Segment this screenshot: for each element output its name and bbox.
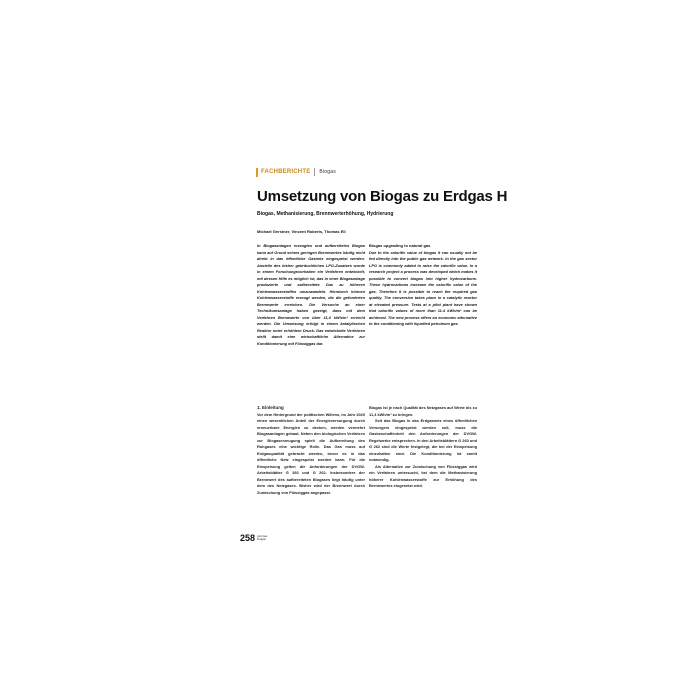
header-topic-label: Biogas — [319, 169, 336, 175]
abstract-english — [369, 243, 477, 328]
body-paragraph: Als Alternative zur Zumischung von Flüssiggas wird ein Verfahren untersucht, bei dem die Methanisierung höherer Kohlenwasserstoffe zur Erhöhung des Brennwertes eingesetzt wird. — [369, 463, 477, 488]
journal-name — [257, 534, 267, 542]
body-paragraph: Seit das Biogas in das Erdgasnetz eines öffentlichen Versorgers eingespeist werden soll, muss die Gasbeschaffenheit den Anforderungen der DVGW-Regelwerke entsprechen. In den Arbeitsblättern G 260 und G 262 sind die Werte festgelegt, die bei der Einspeisung einzuhalten sind. Die Konditionierung ist somit notwendig. — [369, 418, 477, 462]
page-footer — [240, 534, 267, 543]
body-paragraph: Biogas ist je nach Qualität des Netzgases auf Werte bis zu 11,4 kWh/m³ zu bringen. — [369, 405, 477, 417]
section-header — [256, 166, 451, 178]
header-divider — [314, 168, 315, 176]
abstract-english-text: Due to the calorific value of biogas it can usually not be fed directly into the public gas network. In the gas sector LPG is commonly added to raise the calorific value. In a research project a process was developed which makes it possible to convert biogas into higher hydrocarbons. These hydrocarbons increase the calorific value of the gas. Therefore it is possible to reach the required gas quality. The conversion takes place in a catalytic reactor at elevated pressure. Tests at a pilot plant have shown that calorific values of more than 11.4 kWh/m³ can be achieved. The new process offers an economic alternative to the conditioning with liquefied petroleum gas. — [369, 249, 477, 326]
journal-line: Erdgas — [257, 537, 266, 542]
body-column-right — [369, 405, 477, 490]
body-paragraph: Vor dem Hintergrund der politischen Willens, im Jahr 2020 einen wesentlichen Anteil der Energieversorgung durch erneuerbare Energien zu decken, werden vermehrt Biogasanlagen gebaut. Neben den biologischen Verfahren zur Biogaserzeugung spielt die Aufbereitung des Rohgases eine wichtige Rolle. Das Gas muss auf Erdgasqualität gebracht werden, bevor es in das öffentliche Netz eingespeist werden kann. Für die Einspeisung gelten die Anforderungen der DVGW-Arbeitsblätter G 260 und G 262. Insbesondere der Brennwert des aufbereiteten Biogases liegt häufig unter dem des Netzgases. Bisher wird der Brennwert durch Zumischung von Flüssiggas angepasst. — [257, 411, 365, 495]
article-keywords: Biogas, Methanisierung, Brennwerterhöhung, Hydrierung — [257, 211, 394, 217]
page-number: 258 — [240, 533, 256, 543]
section-heading-introduction: 1. Einleitung — [257, 405, 284, 410]
body-column-left — [257, 405, 365, 496]
article-title: Umsetzung von Biogas zu Erdgas H — [257, 188, 508, 205]
abstract-german-text: In Biogasanlagen erzeugtes und aufbereitetes Biogas kann auf Grund seines geringen Brennwertes häufig nicht direkt in das öffentliche Gasnetz eingespeist werden. Anstelle des bisher gebräuchlichen LPG-Zusatzes wurde in einem Forschungsvorhaben ein Verfahren entwickelt, mit dessen Hilfe es möglich ist, das in einer Biogasanlage produzierte und aufbereitete Gas zu höheren Kohlenwasserstoffen umzuwandeln. Hierdurch können Kohlenwasserstoffe erzeugt werden, die die geforderten Brennwerte erreichen. Die Versuche an einer Technikumsanlage haben gezeigt, dass mit dem Verfahren Brennwerte von über 11,4 kWh/m³ erreicht werden. Die Umsetzung erfolgt in einem katalytischen Reaktor unter erhöhtem Druck. Das entwickelte Verfahren stellt damit eine wirtschaftliche Alternative zur Konditionierung mit Flüssiggas dar. — [257, 243, 365, 346]
header-accent-bar — [256, 168, 258, 177]
journal-line: gwf-Gas — [257, 534, 268, 538]
header-section-label: FACHBERICHTE — [261, 169, 311, 175]
abstract-german — [257, 243, 365, 347]
article-authors: Michael Gerstner, Vincent Roberts, Thomas Ell — [257, 229, 346, 234]
abstract-english-heading: Biogas upgrading to natural gas — [369, 243, 431, 248]
